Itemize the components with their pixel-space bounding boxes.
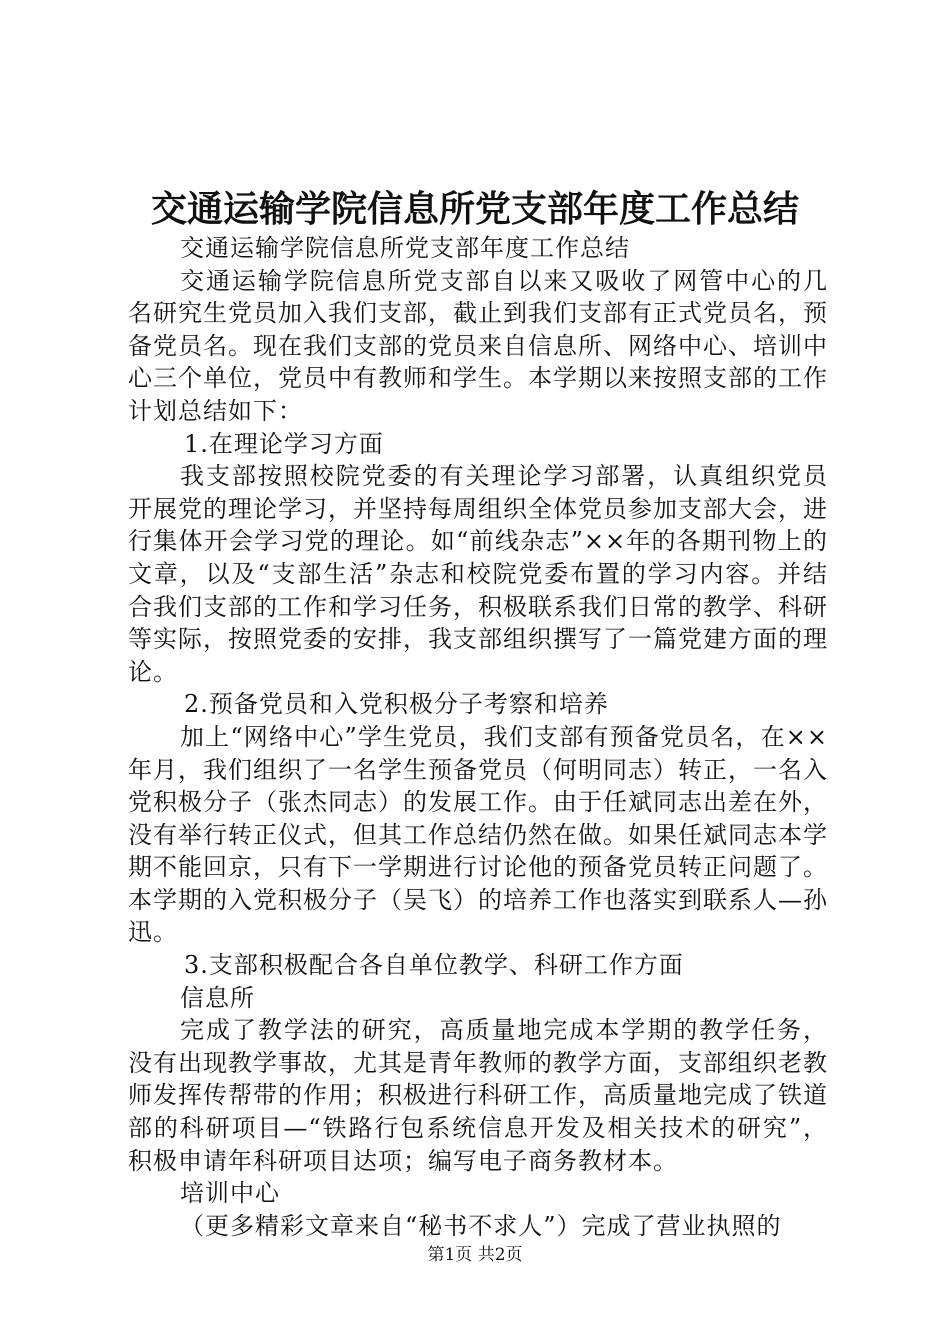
body-paragraph: 交通运输学院信息所党支部自以来又吸收了网管中心的几名研究生党员加入我们支部，截止到我们支部有正式党员名，预备党员名。现在我们支部的党员来自信息所、网络中心、培训中心三个单位，党员中有教师和学生。本学期以来按照支部的工作计划总结如下： bbox=[128, 266, 828, 425]
body-paragraph: 交通运输学院信息所党支部年度工作总结 bbox=[180, 234, 630, 262]
body-paragraph: 加上“网络中心”学生党员，我们支部有预备党员名，在××年月，我们组织了一名学生预备党员（何明同志）转正，一名入党积极分子（张杰同志）的发展工作。由于任斌同志出差在外，没有举行转正仪式，但其工作总结仍然在做。如果任斌同志本学期不能回京，只有下一学期进行讨论他的预备党员转正问题了。本学期的入党积极分子（吴飞）的培养工作也落实到联系人—孙迅。 bbox=[128, 722, 828, 947]
body-paragraph: 我支部按照校院党委的有关理论学习部署，认真组织党员开展党的理论学习，并坚持每周组织全体党员参加支部大会，进行集体开会学习党的理论。如“前线杂志”××年的各期刊物上的文章，以及“支部生活”杂志和校院党委布置的学习内容。并结合我们支部的工作和学习任务，积极联系我们日常的教学、科研等实际，按照党委的安排，我支部组织撰写了一篇党建方面的理论。 bbox=[128, 462, 828, 686]
page-footer: 第1页 共2页 bbox=[427, 1245, 523, 1265]
body-paragraph: 3.支部积极配合各自单位教学、科研工作方面 bbox=[184, 951, 684, 980]
body-paragraph: 2.预备党员和入党积极分子考察和培养 bbox=[184, 690, 609, 719]
document-body bbox=[128, 232, 828, 1242]
body-paragraph: 1.在理论学习方面 bbox=[184, 429, 384, 458]
body-paragraph: 信息所 bbox=[180, 983, 255, 1012]
body-paragraph: 培训中心 bbox=[180, 1179, 280, 1208]
body-paragraph: （更多精彩文章来自“秘书不求人”）完成了营业执照的 bbox=[180, 1211, 782, 1240]
body-paragraph: 完成了教学法的研究，高质量地完成本学期的教学任务，没有出现教学事故，尤其是青年教师的教学方面，支部组织老教师发挥传帮带的作用；积极进行科研工作，高质量地完成了铁道部的科研项目—“铁路行包系统信息开发及相关技术的研究”，积极申请年科研项目达项；编写电子商务教材本。 bbox=[128, 1016, 828, 1175]
document-title: 交通运输学院信息所党支部年度工作总结 bbox=[150, 188, 799, 230]
